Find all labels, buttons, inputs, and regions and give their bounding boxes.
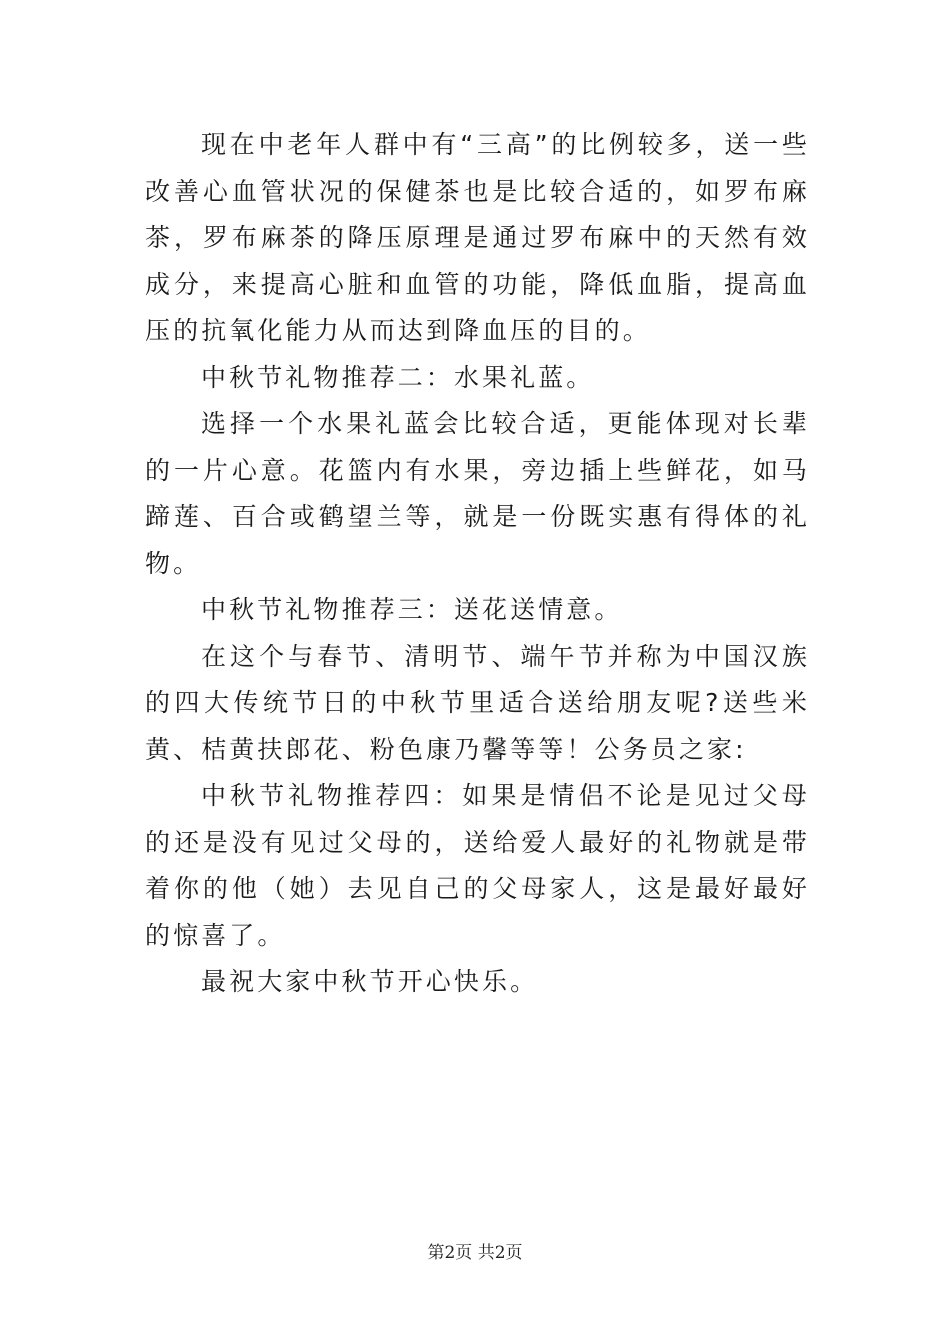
heading-recommendation-two: 中秋节礼物推荐二：水果礼蓝。 (201, 362, 595, 392)
paragraph-fruit-basket: 选择一个水果礼蓝会比较合适，更能体现对长辈的一片心意。花篮内有水果，旁边插上些鲜花，如马蹄莲、百合或鹤望兰等，就是一份既实惠有得体的礼物。 (145, 409, 810, 578)
heading-recommendation-three: 中秋节礼物推荐三：送花送情意。 (201, 595, 623, 624)
paragraph-recommendation-four: 中秋节礼物推荐四：如果是情侣不论是见过父母的还是没有见过父母的，送给爱人最好的礼物就是带着你的他（她）去见自己的父母家人，这是最好最好的惊喜了。 (145, 781, 810, 950)
page-number-footer: 第2页 共2页 (427, 1243, 523, 1263)
paragraph-tea-recommendation: 现在中老年人群中有“三高”的比例较多，送一些改善心血管状况的保健茶也是比较合适的，如罗布麻茶，罗布麻茶的降压原理是通过罗布麻中的天然有效成分，来提高心脏和血管的功能，降低血脂，提高血压的抗氧化能力从而达到降血压的目的。 (145, 130, 810, 345)
paragraph-closing-wish: 最祝大家中秋节开心快乐。 (201, 967, 539, 996)
document-body (145, 122, 810, 1006)
paragraph-flowers: 在这个与春节、清明节、端午节并称为中国汉族的四大传统节日的中秋节里适合送给朋友呢?送些米黄、桔黄扶郎花、粉色康乃馨等等！公务员之家: (145, 641, 810, 764)
